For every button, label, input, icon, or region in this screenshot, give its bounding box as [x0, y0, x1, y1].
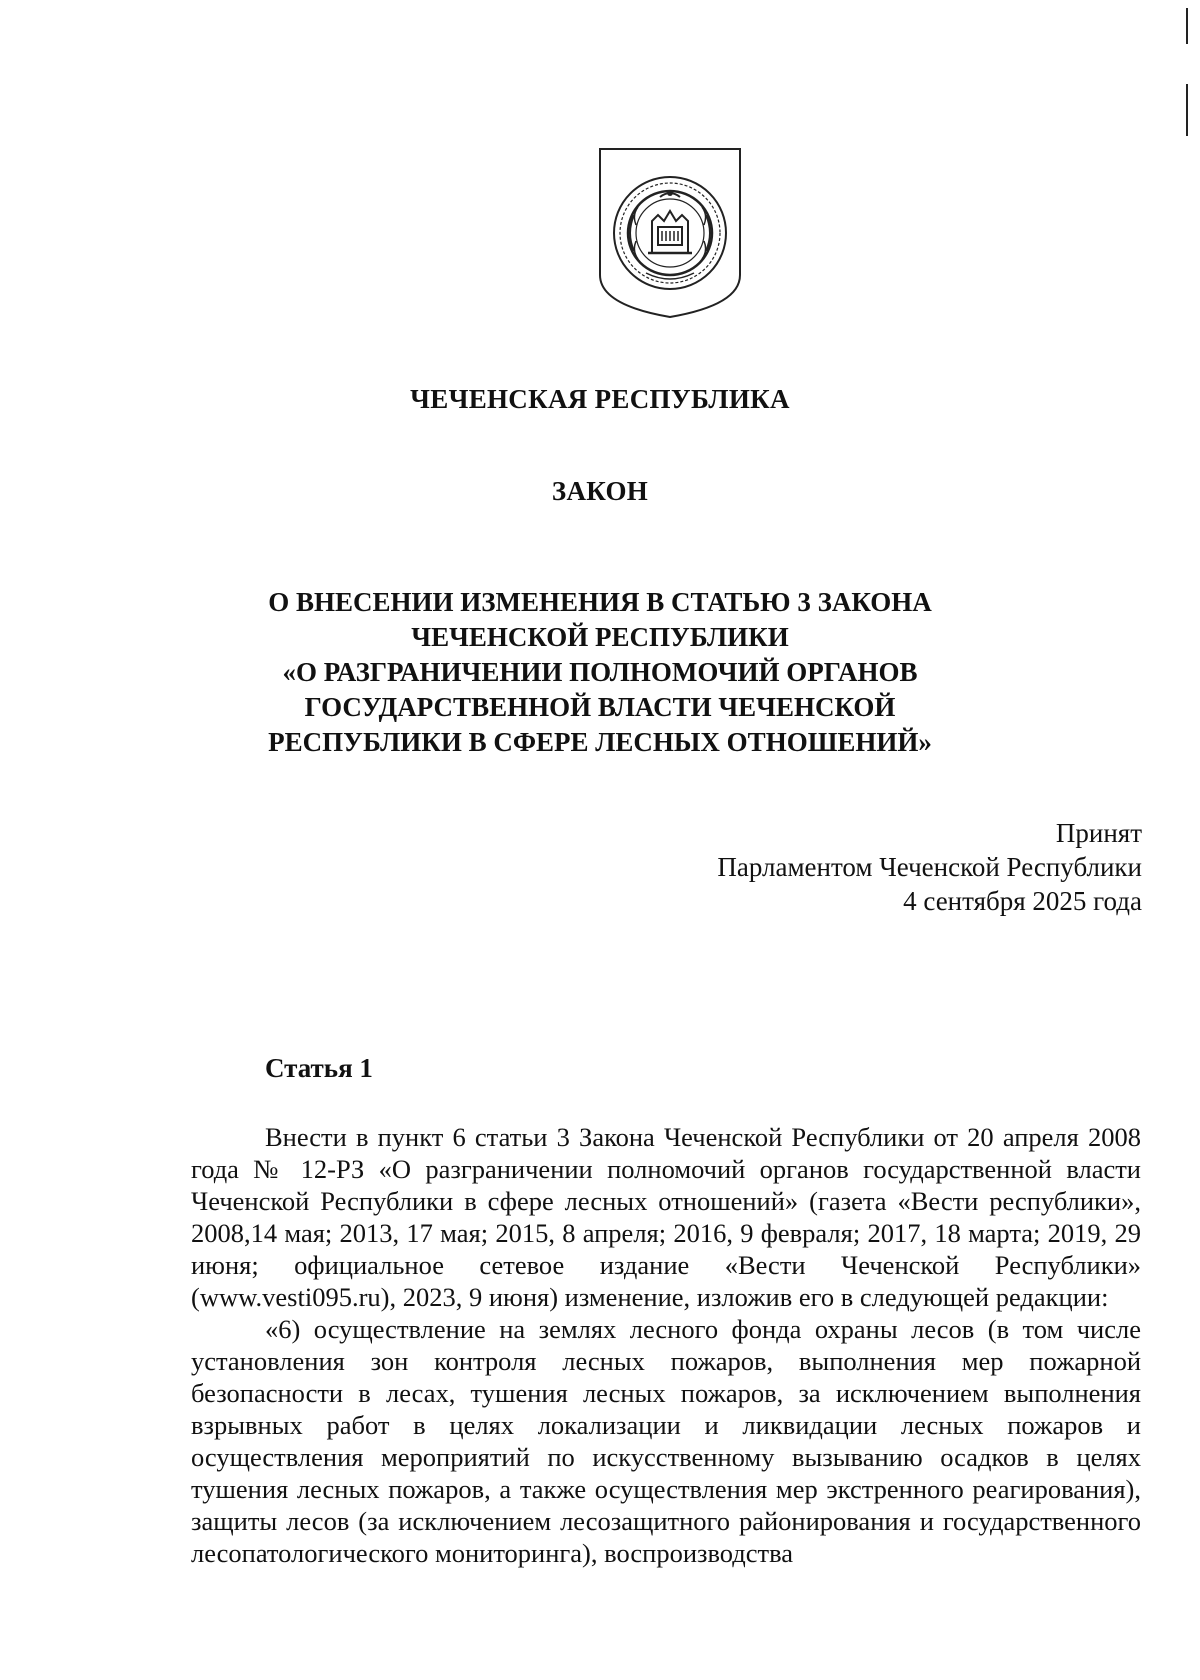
scan-edge-mark — [1186, 8, 1188, 44]
adoption-block — [717, 816, 1142, 918]
title-line: «О РАЗГРАНИЧЕНИИ ПОЛНОМОЧИЙ ОРГАНОВ — [282, 657, 918, 687]
title-line: О ВНЕСЕНИИ ИЗМЕНЕНИЯ В СТАТЬЮ 3 ЗАКОНА — [268, 587, 932, 617]
document-type: ЗАКОН — [551, 476, 649, 506]
article-paragraph: «6) осуществление на землях лесного фонда охраны лесов (в том числе установления зон контроля лесных пожаров, выполнения мер пожарной безопасности в лесах, тушения лесных пожаров, за исключением выполнения взрывных работ в целях локализации и ликвидации лесных пожаров и осуществления мероприятий по искусственному вызыванию осадков в целях тушения лесных пожаров, а также осуществления мер экстренного реагирования), защиты лесов (за исключением лесозащитного районирования и государственного лесопатологического мониторинга), воспроизводства — [191, 1314, 1141, 1568]
adoption-date: 4 сентября 2025 года — [903, 886, 1142, 916]
title-line: ЧЕЧЕНСКОЙ РЕСПУБЛИКИ — [411, 622, 789, 652]
law-title — [250, 585, 950, 760]
article-body — [191, 1121, 1141, 1569]
article-heading: Статья 1 — [265, 1053, 373, 1083]
scan-edge-mark — [1186, 84, 1188, 136]
coat-of-arms-icon — [596, 145, 744, 320]
republic-name: ЧЕЧЕНСКАЯ РЕСПУБЛИКА — [410, 384, 790, 414]
adoption-body: Парламентом Чеченской Республики — [717, 852, 1142, 882]
adoption-label: Принят — [1055, 818, 1142, 848]
title-line: ГОСУДАРСТВЕННОЙ ВЛАСТИ ЧЕЧЕНСКОЙ — [304, 692, 896, 722]
title-line: РЕСПУБЛИКИ В СФЕРЕ ЛЕСНЫХ ОТНОШЕНИЙ» — [268, 727, 932, 757]
article-paragraph: Внести в пункт 6 статьи 3 Закона Чеченской Республики от 20 апреля 2008 года № 12-РЗ «О разграничении полномочий органов государственной власти Чеченской Республики в сфере лесных отношений» (газета «Вести республики», 2008,14 мая; 2013, 17 мая; 2015, 8 апреля; 2016, 9 февраля; 2017, 18 марта; 2019, 29 июня; официальное сетевое издание «Вести Чеченской Республики» (www.vesti095.ru), 2023, 9 июня) изменение, изложив его в следующей редакции: — [191, 1122, 1141, 1312]
